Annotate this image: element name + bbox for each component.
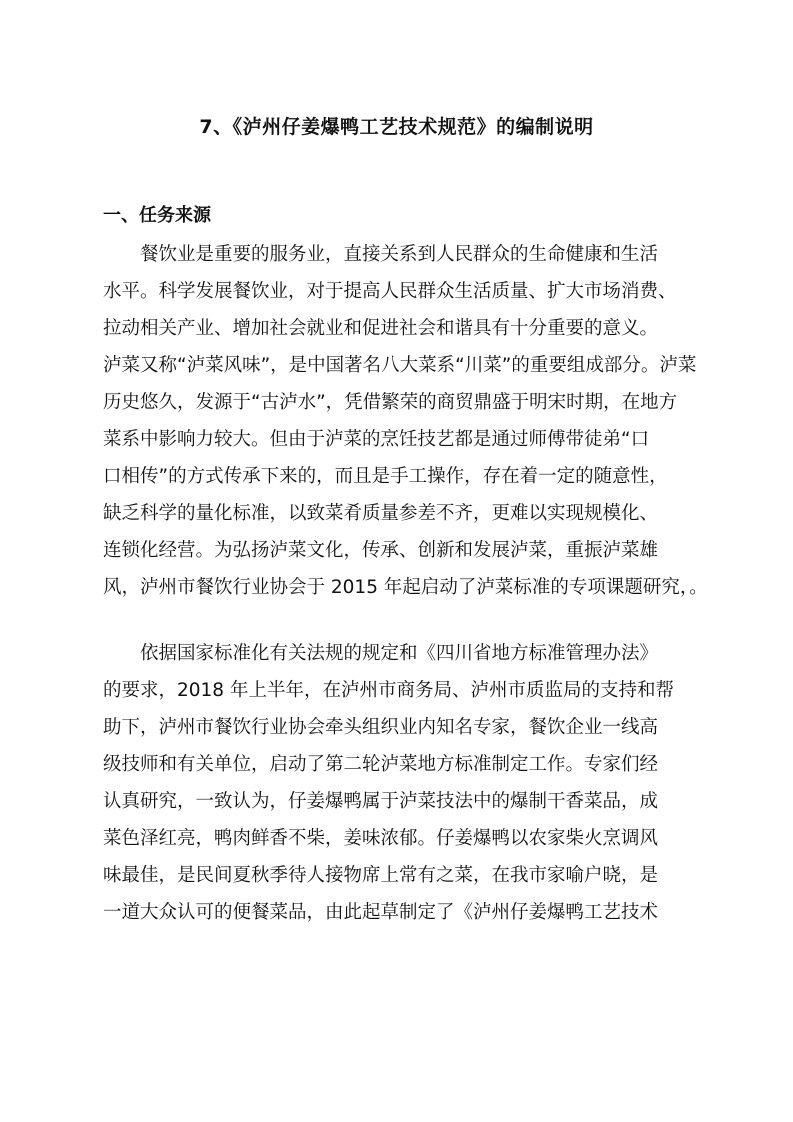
paragraph-line: 菜系中影响力较大。但由于泸菜的烹饪技艺都是通过师傅带徒弟“口 [103, 429, 650, 450]
paragraph-line: 一道大众认可的便餐菜品，由此起草制定了《泸州仔姜爆鸭工艺技术 [103, 902, 659, 923]
paragraph-line: 水平。科学发展餐饮业，对于提高人民群众生活质量、扩大市场消费、 [103, 281, 677, 302]
paragraph-line: 缺乏科学的量化标准，以致菜肴质量参差不齐，更难以实现规模化、 [103, 503, 659, 524]
paragraph-line: 风，泸州市餐饮行业协会于 2015 年起启动了泸菜标准的专项课题研究，。 [103, 577, 708, 598]
paragraph-line: 口相传”的方式传承下来的，而且是手工操作，存在着一定的随意性， [103, 466, 668, 487]
paragraph-line: 历史悠久，发源于“古泸水”，凭借繁荣的商贸鼎盛于明宋时期，在地方 [103, 392, 678, 413]
paragraph-line: 级技师和有关单位，启动了第二轮泸菜地方标准制定工作。专家们经 [103, 754, 659, 775]
paragraph-line: 依据国家标准化有关法规的规定和《四川省地方标准管理办法》 [140, 643, 659, 664]
paragraph-line: 菜色泽红亮，鸭肉鲜香不柴，姜味浓郁。仔姜爆鸭以农家柴火烹调风 [103, 828, 659, 849]
paragraph-line: 餐饮业是重要的服务业，直接关系到人民群众的生命健康和生活 [140, 244, 659, 265]
document-title: 7、《泸州仔姜爆鸭工艺技术规范》的编制说明 [199, 116, 594, 138]
paragraph-line: 的要求，2018 年上半年，在泸州市商务局、泸州市质监局的支持和帮 [103, 680, 674, 701]
paragraph-line: 味最佳，是民间夏秋季待人接物席上常有之菜，在我市家喻户晓，是 [103, 865, 659, 886]
paragraph-line: 泸菜又称“泸菜风味”，是中国著名八大菜系“川菜”的重要组成部分。泸菜 [103, 355, 697, 376]
paragraph-line: 认真研究，一致认为，仔姜爆鸭属于泸菜技法中的爆制干香菜品，成 [103, 791, 659, 812]
paragraph-line: 拉动相关产业、增加社会就业和促进社会和谐具有十分重要的意义。 [103, 318, 659, 339]
paragraph-line: 助下，泸州市餐饮行业协会牵头组织业内知名专家，餐饮企业一线高 [103, 717, 659, 738]
section-heading-task-source: 一、任务来源 [103, 205, 211, 226]
paragraph-line: 连锁化经营。为弘扬泸菜文化，传承、创新和发展泸菜，重振泸菜雄 [103, 540, 659, 561]
